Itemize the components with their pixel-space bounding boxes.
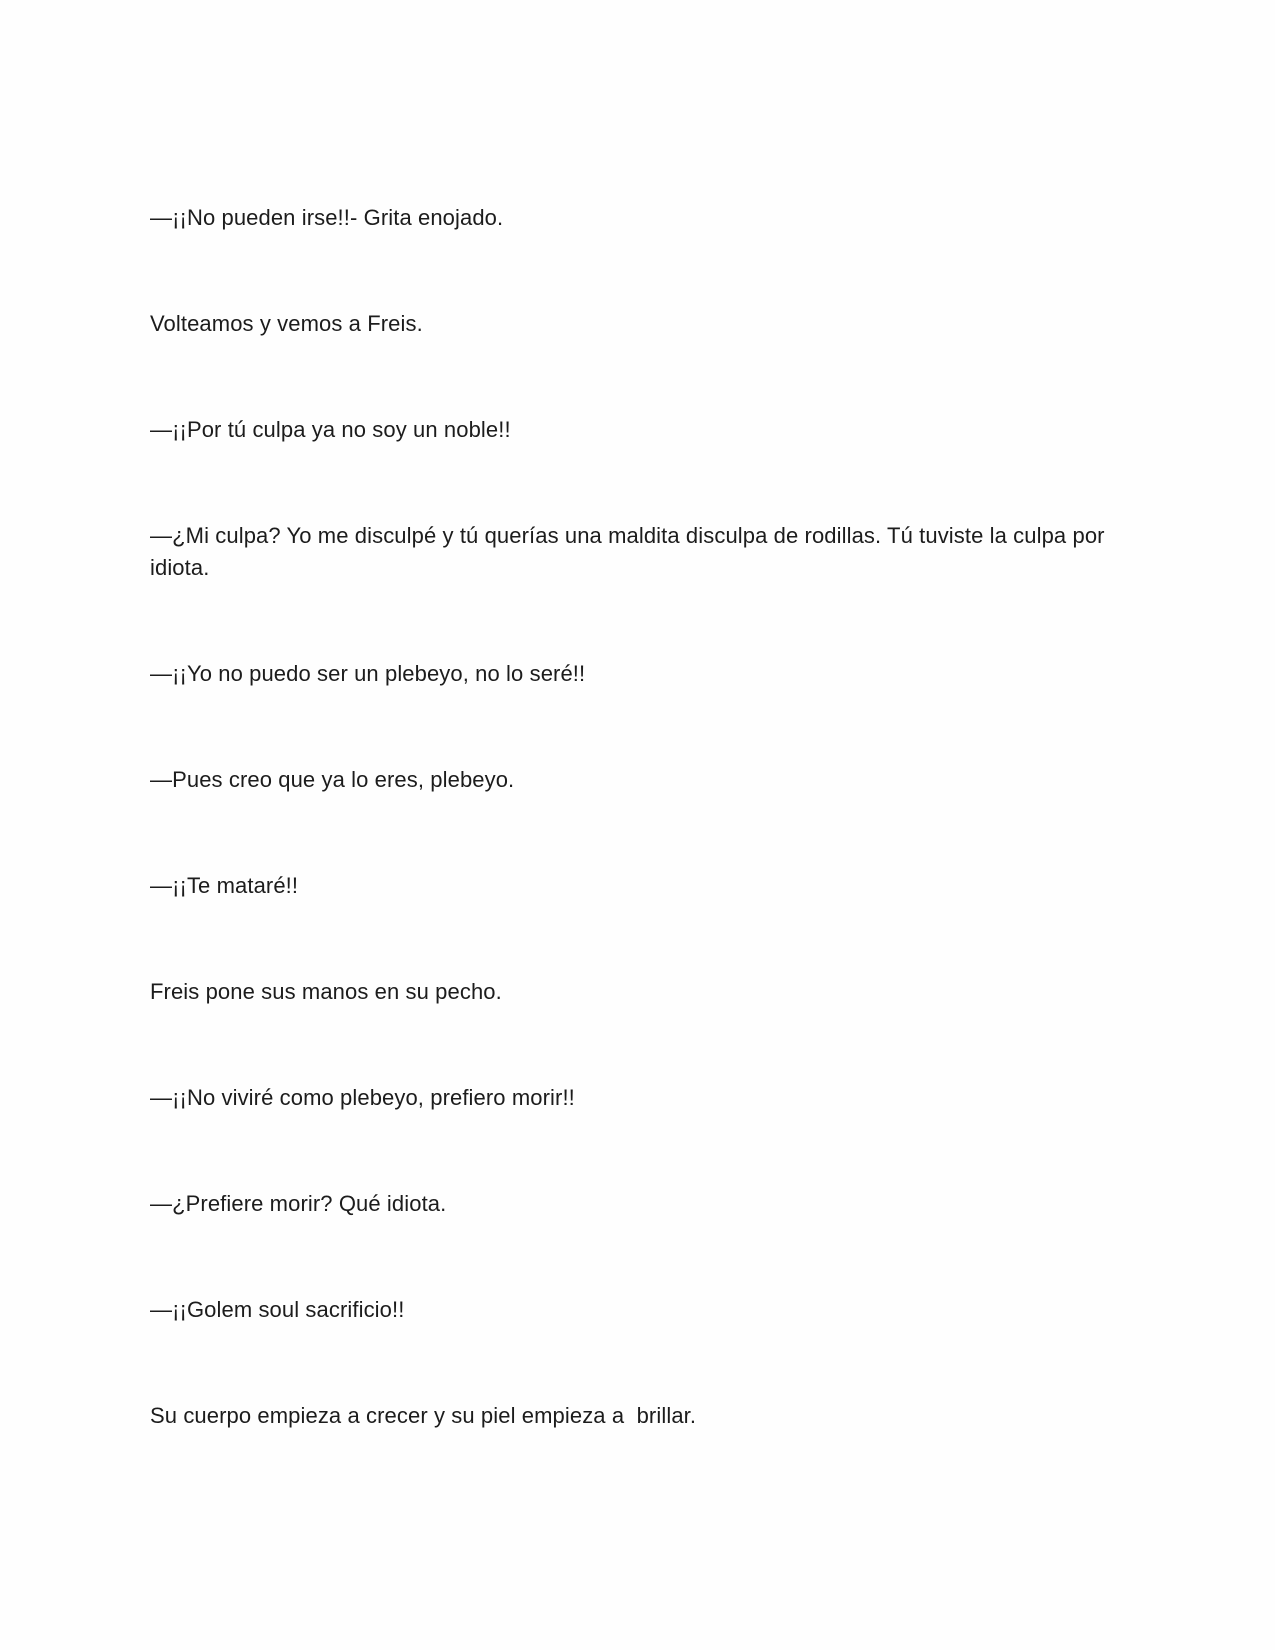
paragraph: —¿Prefiere morir? Qué idiota. — [150, 1191, 447, 1216]
paragraph: —¡¡No viviré como plebeyo, prefiero morir!! — [150, 1085, 575, 1110]
paragraph: —¿Mi culpa? Yo me disculpé y tú querías una maldita disculpa de rodillas. Tú tuviste la culpa por idiota. — [150, 523, 1111, 580]
paragraph: —¡¡Por tú culpa ya no soy un noble!! — [150, 417, 511, 442]
paragraph: —¡¡Te mataré!! — [150, 873, 299, 898]
paragraph: Su cuerpo empieza a crecer y su piel empieza a brillar. — [150, 1403, 697, 1428]
paragraph: Volteamos y vemos a Freis. — [150, 311, 423, 336]
paragraph: —¡¡No pueden irse!!- Grita enojado. — [150, 205, 504, 230]
paragraph: —Pues creo que ya lo eres, plebeyo. — [150, 767, 515, 792]
paragraph: —¡¡Yo no puedo ser un plebeyo, no lo seré!! — [150, 661, 586, 686]
paragraph: Freis pone sus manos en su pecho. — [150, 979, 502, 1004]
paragraph: —¡¡Golem soul sacrificio!! — [150, 1297, 405, 1322]
